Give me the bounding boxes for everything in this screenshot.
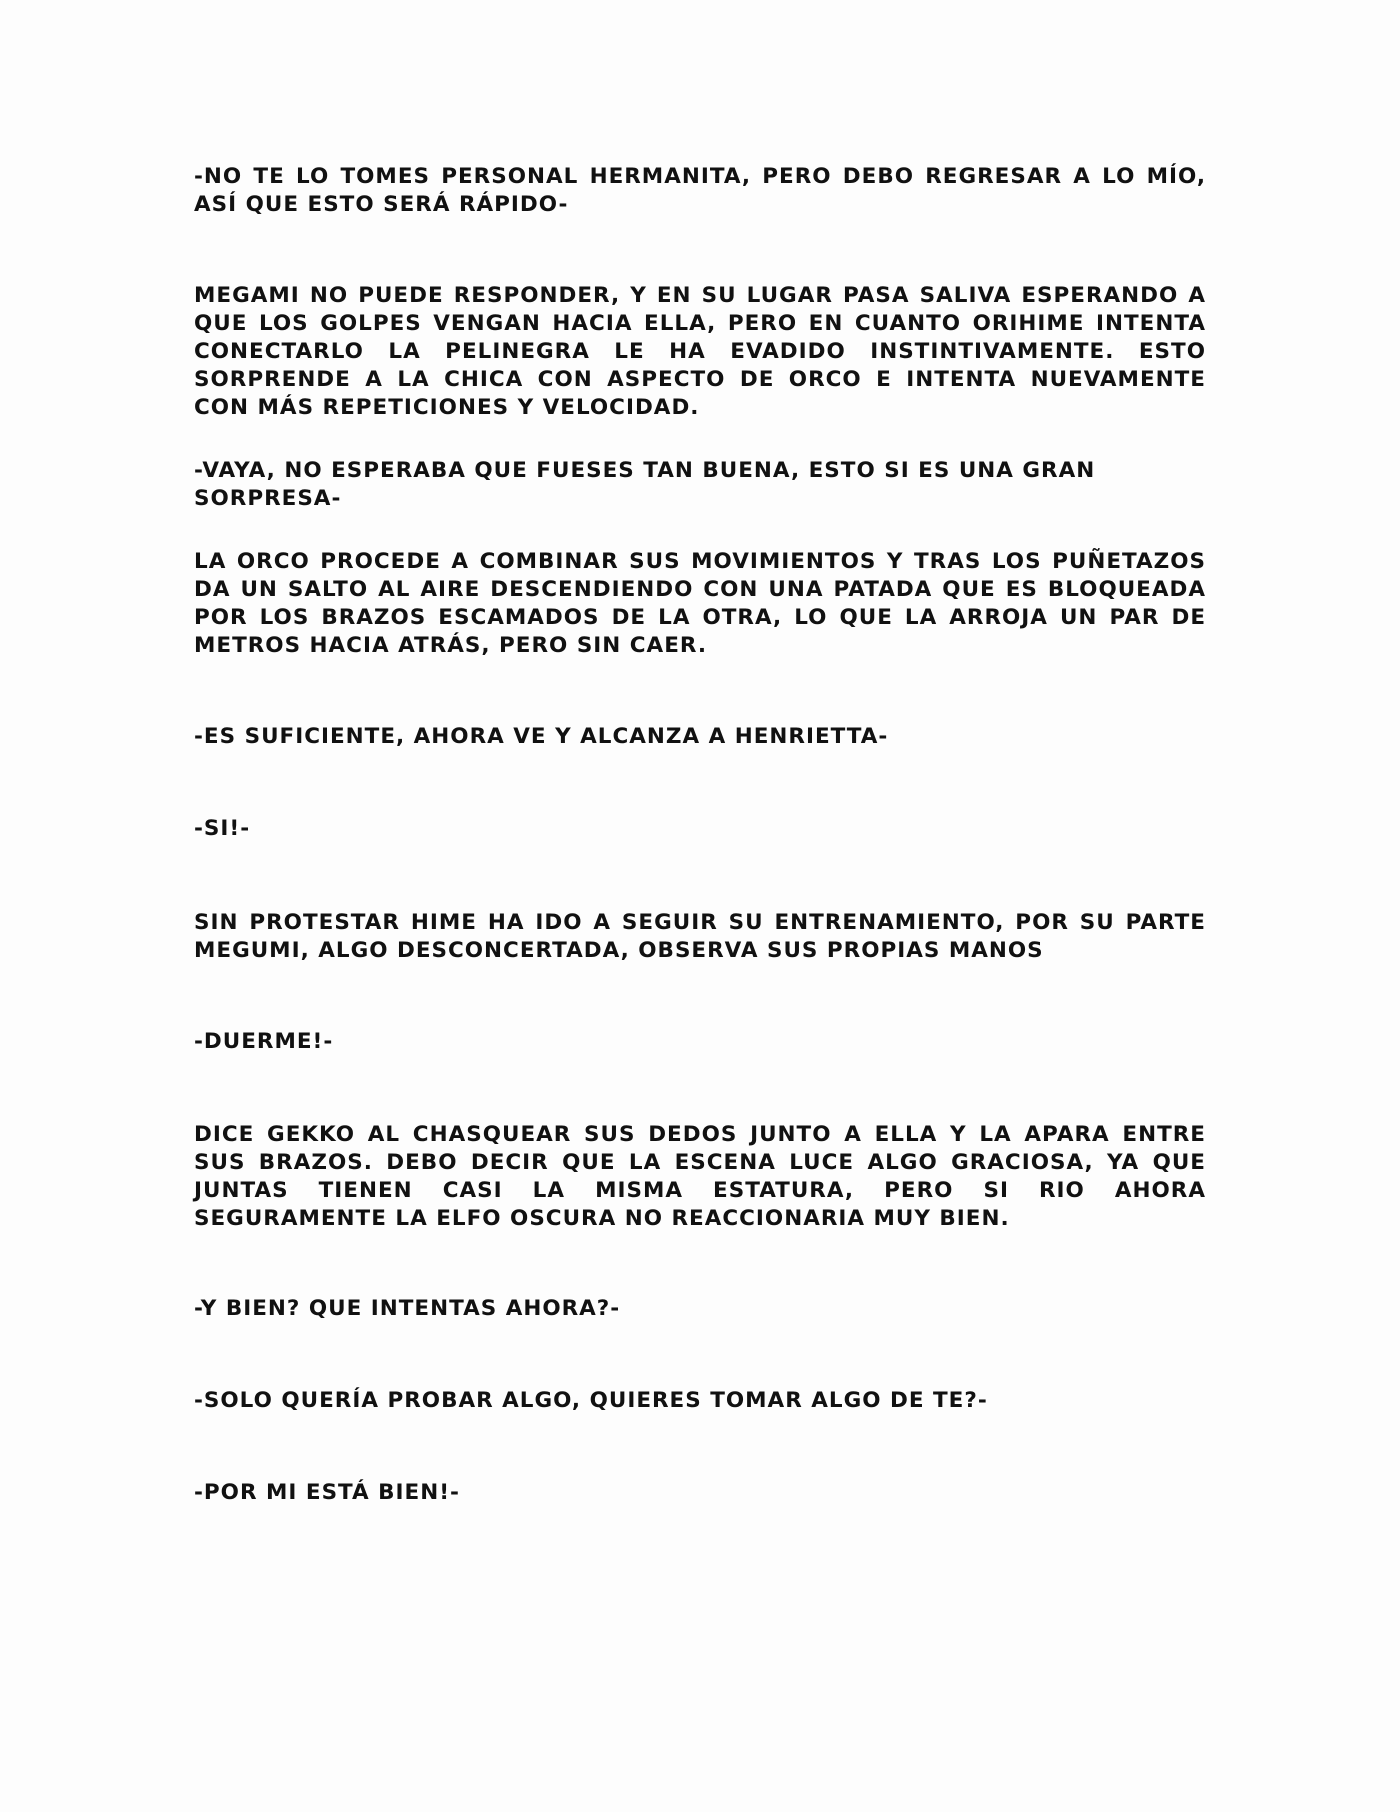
- dialogue-line: -POR MI ESTÁ BIEN!-: [194, 1480, 460, 1505]
- narration-paragraph: SIN PROTESTAR HIME HA IDO A SEGUIR SU ENTRENAMIENTO, POR SU PARTE MEGUMI, ALGO DESCONCERTADA, OBSERVA SUS PROPIAS MANOS: [194, 910, 1206, 963]
- dialogue-line: -ES SUFICIENTE, AHORA VE Y ALCANZA A HENRIETTA-: [194, 724, 889, 749]
- dialogue-line: -VAYA, NO ESPERABA QUE FUESES TAN BUENA, ESTO SI ES UNA GRAN SORPRESA-: [194, 458, 1096, 511]
- dialogue-line: -NO TE LO TOMES PERSONAL HERMANITA, PERO DEBO REGRESAR A LO MÍO, ASÍ QUE ESTO SERÁ RÁPIDO-: [194, 164, 1206, 217]
- dialogue-line: -Y BIEN? QUE INTENTAS AHORA?-: [194, 1296, 621, 1321]
- dialogue-line: -DUERME!-: [194, 1029, 334, 1054]
- narration-paragraph: MEGAMI NO PUEDE RESPONDER, Y EN SU LUGAR PASA SALIVA ESPERANDO A QUE LOS GOLPES VENGAN HACIA ELLA, PERO EN CUANTO ORIHIME INTENTA CONECTARLO LA PELINEGRA LE HA EVADIDO INSTINTIVAMENTE. ESTO SORPRENDE A LA CHICA CON ASPECTO DE ORCO E INTENTA NUEVAMENTE CON MÁS REPETICIONES Y VELOCIDAD.: [194, 283, 1206, 420]
- narration-paragraph: LA ORCO PROCEDE A COMBINAR SUS MOVIMIENTOS Y TRAS LOS PUÑETAZOS DA UN SALTO AL AIRE DESCENDIENDO CON UNA PATADA QUE ES BLOQUEADA POR LOS BRAZOS ESCAMADOS DE LA OTRA, LO QUE LA ARROJA UN PAR DE METROS HACIA ATRÁS, PERO SIN CAER.: [194, 549, 1206, 658]
- dialogue-line: -SOLO QUERÍA PROBAR ALGO, QUIERES TOMAR ALGO DE TE?-: [194, 1388, 988, 1413]
- dialogue-line: -SI!-: [194, 816, 251, 841]
- narration-paragraph: DICE GEKKO AL CHASQUEAR SUS DEDOS JUNTO A ELLA Y LA APARA ENTRE SUS BRAZOS. DEBO DECIR QUE LA ESCENA LUCE ALGO GRACIOSA, YA QUE JUNTAS TIENEN CASI LA MISMA ESTATURA, PERO SI RIO AHORA SEGURAMENTE LA ELFO OSCURA NO REACCIONARIA MUY BIEN.: [194, 1122, 1206, 1231]
